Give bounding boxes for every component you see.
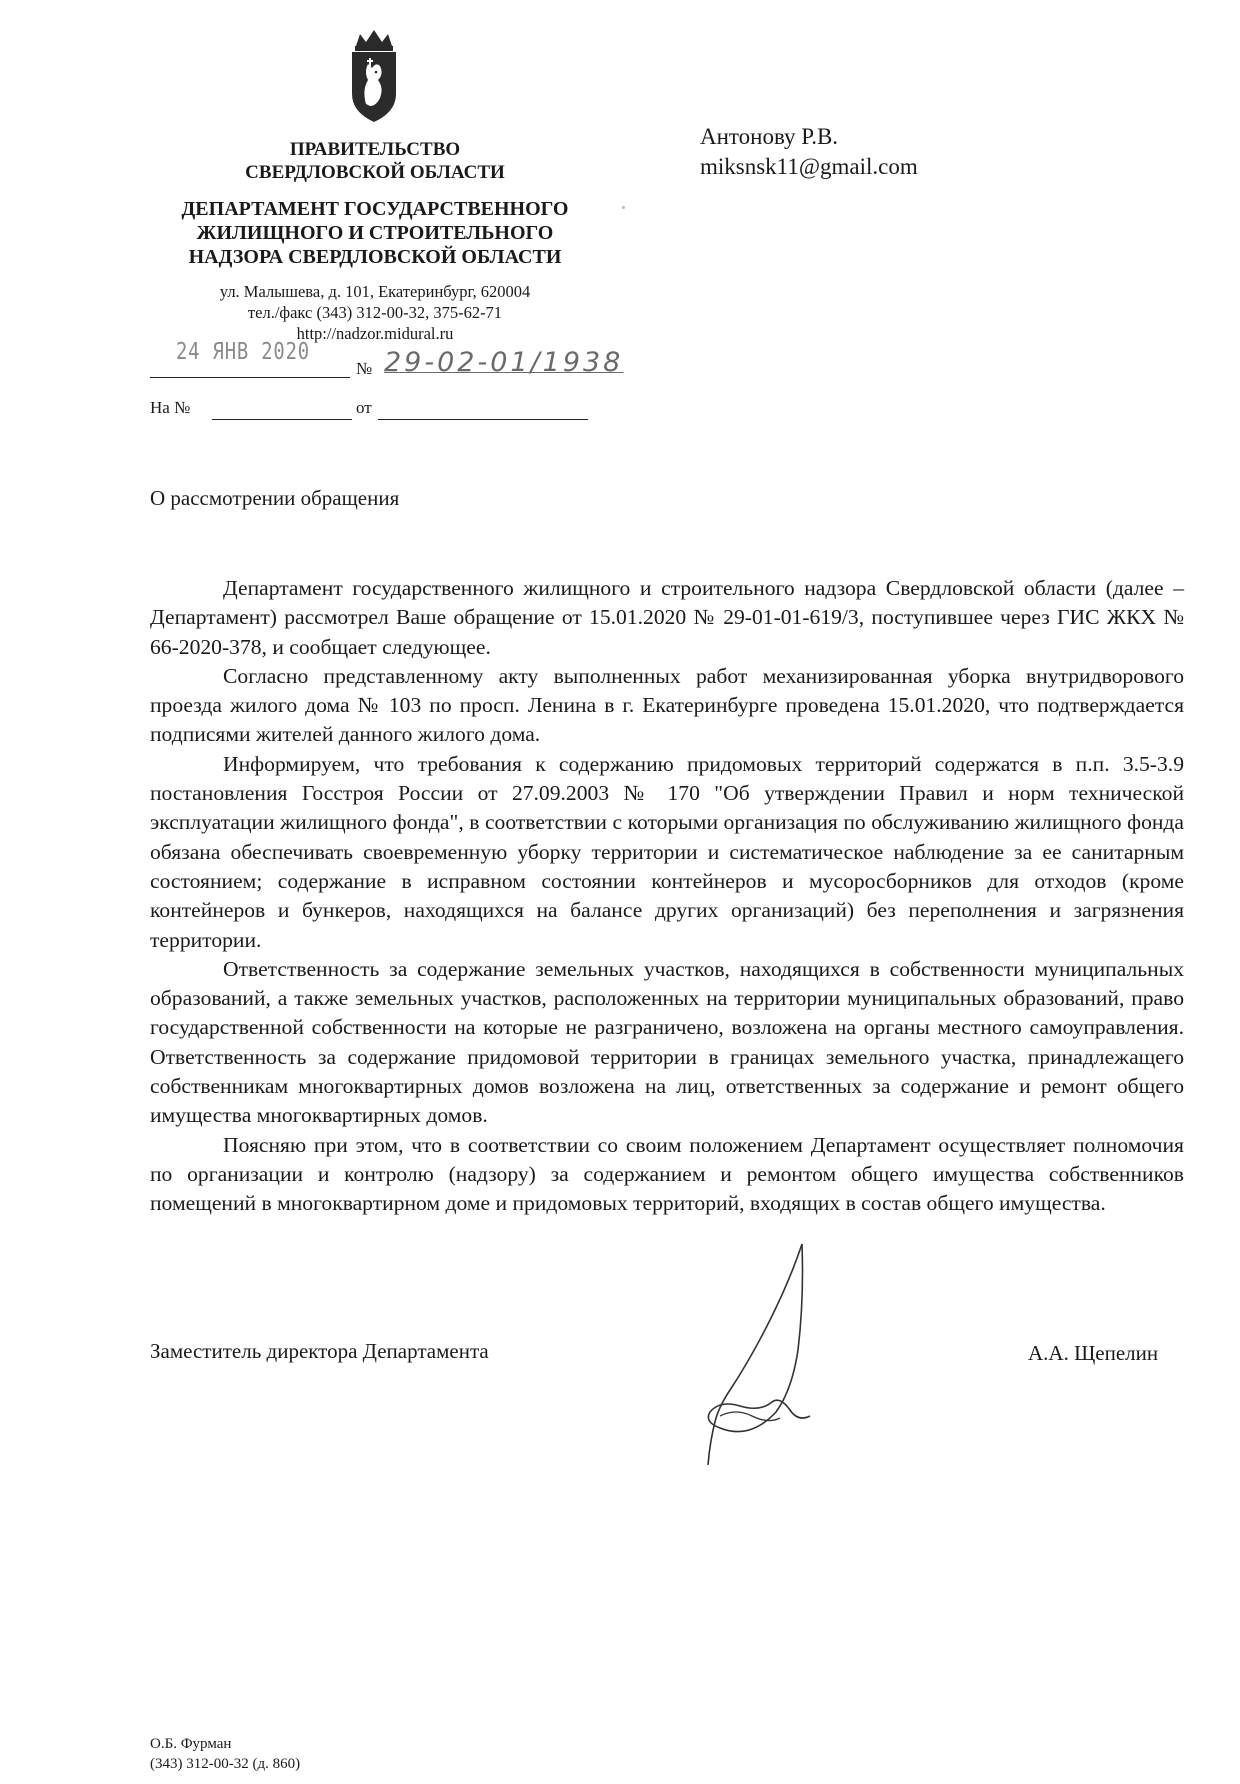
handwritten-outgoing-number: 29-02-01/1938 xyxy=(384,347,624,378)
letter-body xyxy=(150,574,1184,1219)
department-contacts xyxy=(140,281,610,344)
department-line-2: ЖИЛИЩНОГО И СТРОИТЕЛЬНОГО xyxy=(196,222,554,244)
signatory-name: А.А. Щепелин xyxy=(1028,1341,1159,1365)
department-line-1: ДЕПАРТАМЕНТ ГОСУДАРСТВЕННОГО xyxy=(181,198,569,220)
body-paragraph: Ответственность за содержание земельных участков, находящихся в собственности муниципальных образований, а также земельных участков, расположенных на территории муниципальных образований, право государственной собственности на которые не разграничено, возложена на органы местного самоуправления. Ответственность за содержание придомовой территории в границах земельного участка, принадлежащего собственникам многоквартирных домов возложена на лиц, ответственных за содержание и ремонт общего имущества многоквартирных домов. xyxy=(150,956,1184,1128)
government-name xyxy=(140,138,610,184)
addressee-email: miksnsk11@gmail.com xyxy=(700,154,918,179)
executor-name: О.Б. Фурман xyxy=(150,1736,232,1752)
executor-phone: (343) 312-00-32 (д. 860) xyxy=(150,1756,301,1772)
department-name xyxy=(140,197,610,269)
department-phone: тел./факс (343) 312-00-32, 375-62-71 xyxy=(247,303,503,322)
department-address: ул. Малышева, д. 101, Екатеринбург, 620004 xyxy=(219,282,531,301)
body-paragraph: Информируем, что требования к содержанию придомовых территорий содержатся в п.п. 3.5-3.9 постановления Госстроя России от 27.09.2003 № 170 "Об утверждении Правил и норм технической эксплуатации жилищного фонда", в соответствии с которыми организация по обслуживанию жилищного фонда обязана обеспечивать своевременную уборку территории и систематическое наблюдение за ее санитарным состоянием; содержание в исправном состоянии контейнеров и мусоросборников для отходов (кроме контейнеров и бункеров, находящихся на балансе других организаций) без переполнения и загрязнения территории. xyxy=(150,751,1184,952)
scan-speck xyxy=(622,206,625,209)
reply-from-label: от xyxy=(356,398,372,417)
reply-from-underline xyxy=(378,419,588,420)
reply-number-label: На № xyxy=(150,398,191,417)
body-paragraph: Поясняю при этом, что в соответствии со своим положением Департамент осуществляет полномочия по организации и контролю (надзору) за содержанием и ремонтом общего имущества собственников помещений в многоквартирном доме и придомовых территорий, входящих в состав общего имущества. xyxy=(150,1132,1184,1216)
coat-of-arms-emblem xyxy=(346,28,402,124)
body-paragraph: Департамент государственного жилищного и строительного надзора Свердловской области (далее – Департамент) рассмотрел Ваше обращение от 15.01.2020 № 29-01-01-619/3, поступившее через ГИС ЖКХ № 66-2020-378, и сообщает следующее. xyxy=(150,576,1184,659)
addressee xyxy=(700,122,918,182)
handwritten-signature xyxy=(680,1240,820,1470)
government-line-2: СВЕРДЛОВСКОЙ ОБЛАСТИ xyxy=(245,162,505,183)
executor-info xyxy=(150,1734,300,1774)
addressee-name: Антонову Р.В. xyxy=(700,124,839,149)
date-stamp: 24 ЯНВ 2020 xyxy=(176,339,310,365)
government-line-1: ПРАВИТЕЛЬСТВО xyxy=(289,139,461,160)
letter-subject: О рассмотрении обращения xyxy=(150,486,400,510)
date-underline xyxy=(150,377,350,378)
body-paragraph: Согласно представленному акту выполненных работ механизированная уборка внутридворового проезда жилого дома № 103 по просп. Ленина в г. Екатеринбурге проведена 15.01.2020, что подтверждается подписями жителей данного жилого дома. xyxy=(150,663,1184,747)
department-website: http://nadzor.midural.ru xyxy=(296,324,454,343)
outgoing-number-label: № xyxy=(356,359,373,378)
reply-number-underline xyxy=(212,419,352,420)
department-line-3: НАДЗОРА СВЕРДЛОВСКОЙ ОБЛАСТИ xyxy=(188,246,562,268)
signatory-title: Заместитель директора Департамента xyxy=(150,1339,489,1363)
